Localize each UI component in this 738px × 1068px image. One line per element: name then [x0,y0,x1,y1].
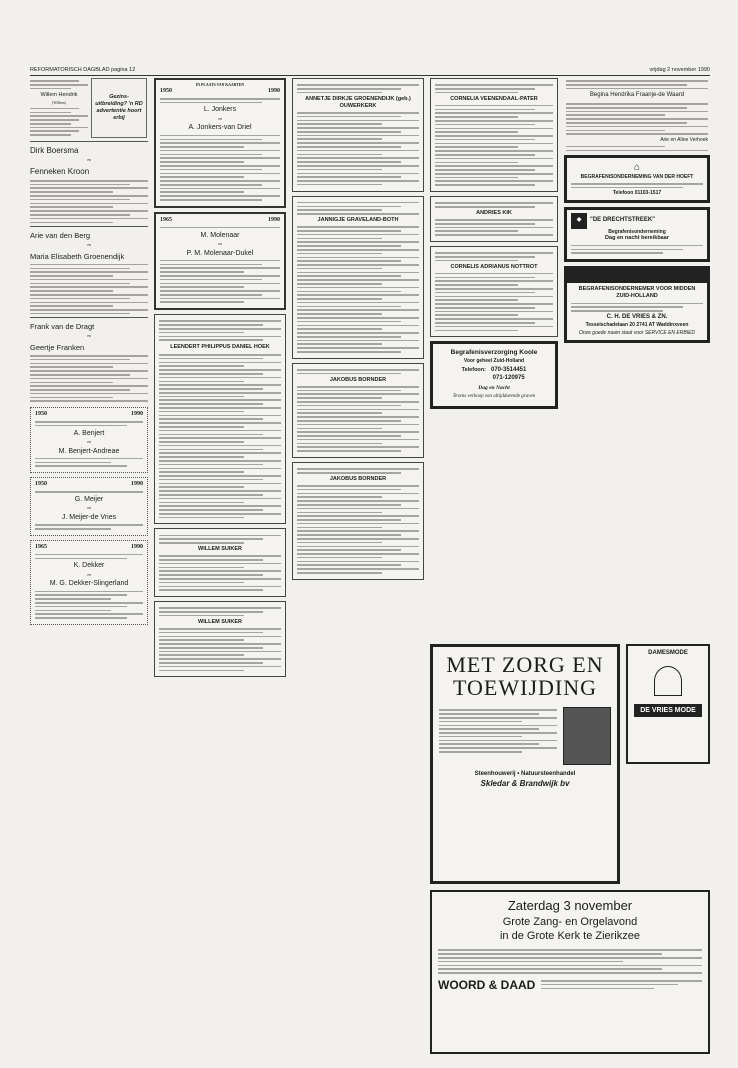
anniv-name1: A. Benjert [73,429,105,437]
anniv-name1: K. Dekker [73,562,105,570]
met-zorg-title: MET ZORG EN TOEWIJDING [446,652,604,701]
column-4 [430,78,558,413]
koole-title: Begrafenisverzorging Koole [450,349,538,357]
concert-sub2: in de Grote Kerk te Zierikzee [499,930,640,943]
column-3 [292,78,424,584]
couple-c-en: en [87,334,91,339]
year-right: 1990 [268,87,280,94]
koole-tel-label: Telefoon: [461,367,486,374]
anniv-name2: M. Benjert-Andreae [58,447,120,455]
arie-aline: Arie en Aline Verhoek [660,137,708,144]
jonkers-name2: A. Jonkers-van Driel [188,124,252,132]
nottrot-notice [430,246,558,337]
molenaar-en: en [218,241,222,246]
year-right: 1990 [268,216,280,223]
drecht-title: "DE DRECHTSTREEK" [590,217,656,224]
dames-name: DE VRIES MODE [634,704,702,717]
column-1 [30,78,148,629]
molenaar-name1: M. Molenaar [200,231,240,239]
dames-mode-ad [626,644,710,764]
andries-name: ANDRIES KIK [476,209,512,216]
anniversary-meijer [30,477,148,536]
de-vries-ad [564,266,710,343]
jakobus-name-2: JAKOBUS BORNDER [329,475,387,482]
year-left: 1965 [160,216,172,223]
kik-notice [430,196,558,242]
couple-b-en: en [87,242,91,247]
year-left: 1950 [160,87,172,94]
couple-b-name1: Arie van den Berg [30,231,91,241]
van-der-hoeft-ad [564,155,710,203]
hoeft-tel: Telefoon 01103-1517 [612,190,662,197]
fraanje-notice [564,80,710,151]
gezins-ad [91,78,147,138]
koole-sub: Voor geheel Zuid-Holland [463,357,525,364]
de-vries-ad-band [567,269,707,283]
anniv-name1: G. Meijer [74,496,104,503]
suiker-name-1: WILLEM SUIKER [198,546,242,552]
annetje-name: ANNETJE DIRKJE GROENENDIJK (geb.) OUWERKERK [305,95,411,109]
year-right: 1990 [131,481,143,488]
hoeft-title: BEGRAFENISONDERNEMING VAN DER HOEFT [580,174,694,181]
anniv-name2: M. G. Dekker-Slingerland [49,580,129,588]
kaart-title: IN PLAATS VAN KAARTEN [195,83,245,87]
midden-title: BEGRAFENISONDERNEMER VOOR MIDDEN ZUID-HOLLAND [578,286,696,300]
vries-name: C. H. DE VRIES & ZN. [606,313,668,320]
jakobus-name-1: JAKOBUS BORNDER [329,376,387,383]
anniversary-dekker [30,540,148,625]
column-2 [154,78,286,681]
dames-label: DAMESMODE [648,650,688,656]
masthead-left: REFORMATORISCH DAGBLAD pagina 12 [30,66,136,73]
bornder-notice-1 [292,363,424,458]
groenendijk-notice [292,78,424,192]
suiker-notice-2 [154,601,286,677]
page-masthead [30,64,710,76]
birth-subname: (Willem) [52,100,66,105]
couple-c-name1: Frank van de Dragt [30,322,95,332]
jonkers-name1: L. Jonkers [203,106,237,114]
house-icon: ⌂ [633,162,640,174]
jonkers-en: en [218,116,222,121]
veenendaal-notice [430,78,558,192]
year-left: 1950 [35,481,47,488]
drecht-sub: Begrafenisonderneming [608,228,666,235]
gezins-ad-text: Gezins-uitbreiding? 'n RD advertentie hoort erbij [95,93,143,122]
hoek-name: LEENDERT PHILIPPUS DANIEL HOEK [170,343,270,350]
vries-addr: Tesselschadelaan 20 2741 AT Waddinxveen [585,321,689,328]
couple-b-name2: Maria Elisabeth Groenendijk [30,251,125,261]
koole-tel-1: 070-3514451 [490,367,527,374]
birth-notice [30,78,88,138]
year-left: 1965 [35,543,47,550]
concert-ad [430,890,710,1054]
sculptor-photo-icon [563,707,611,765]
graveland-notice [292,196,424,359]
concert-title: Zaterdag 3 november [507,898,633,913]
couple-a-name2: Fenneken Kroon [30,167,90,177]
koole-slogan: Tevens verkoop van altijddurende graven [452,394,536,400]
anniv-en: en [87,506,91,511]
molenaar-notice [154,212,286,310]
steen-line: Steenhouwerij • Natuursteenhandel [474,771,576,778]
hoek-death-notice [154,314,286,524]
koole-ad [430,341,558,408]
year-left: 1950 [35,411,47,418]
anniv-en: en [87,572,91,577]
year-right: 1990 [131,543,143,550]
suiker-notice-1 [154,528,286,597]
koole-dag: Dag en Nacht [478,384,510,391]
anniv-name2: J. Meijer-de Vries [61,514,117,522]
vries-slogan: Onze goede naam staat voor SERVICE EN ERBIED [578,330,696,337]
met-zorg-ad [430,644,620,884]
drechtstreek-ad [564,207,710,262]
woord-daad-logo: WOORD & DAAD [438,977,536,992]
masthead-right: vrijdag 2 november 1990 [649,66,710,73]
begina-name: Begina Hendrika Fraanje-de Waard [589,92,685,99]
anniv-en: en [87,439,91,444]
couple-a-en: en [87,158,91,163]
koole-tel-2: 071-120975 [492,375,525,382]
cornelia-name: CORNELIA VEENENDAAL-PATER [450,95,538,102]
suiker-name-2: WILLEM SUIKER [198,618,242,625]
couple-a-name1: Dirk Boersma [30,146,79,156]
birth-name: Willem Hendrik [40,91,78,98]
dress-icon [654,666,682,696]
drechtstreek-logo-icon: ◆ [571,213,587,229]
couple-c-name2: Geertje Franken [30,343,85,353]
anniversary-benjert [30,407,148,473]
year-right: 1990 [131,411,143,418]
molenaar-name2: P. M. Molenaar-Dukel [186,249,254,257]
newspaper-page [30,64,710,1054]
drecht-dag: Dag en nacht bereikbaar [605,235,669,242]
bornder-notice-2 [292,462,424,580]
jannigje-name: JANNIGJE GRAVELAND-BOTH [317,216,399,223]
cornelis-name: CORNELIS ADRIANUS NOTTROT [450,263,538,270]
jonkers-notice [154,78,286,208]
column-5 [564,78,710,347]
concert-sub1: Grote Zang- en Orgelavond [502,915,638,928]
steen-name: Skledar & Brandwijk bv [480,778,570,788]
